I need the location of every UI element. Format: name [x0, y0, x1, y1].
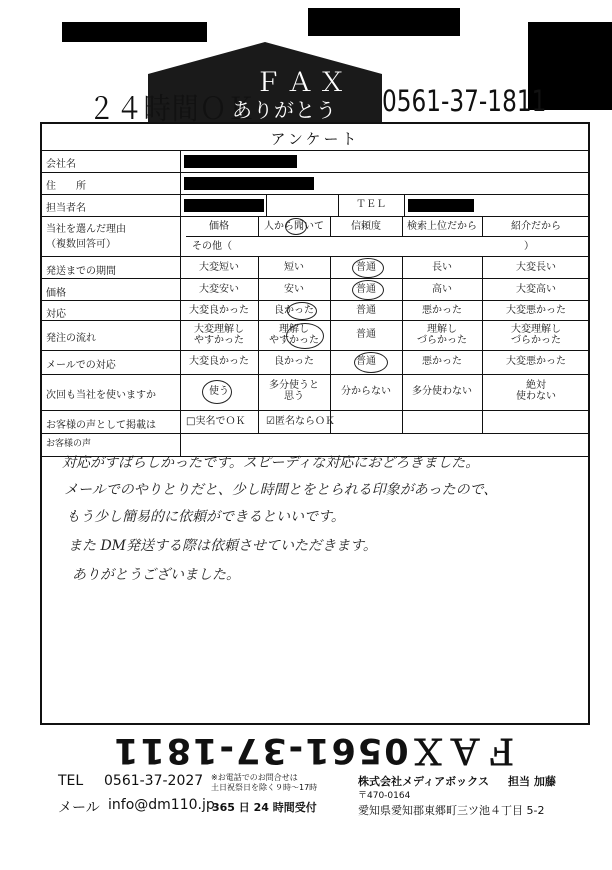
selection-circle: [352, 280, 384, 300]
option: 理解し やすかった: [269, 324, 319, 346]
company-name: 株式会社メディアボックス: [358, 775, 490, 788]
tel-label: ＴＥＬ: [356, 199, 386, 210]
option: 普通: [356, 262, 376, 273]
survey-form: [40, 122, 590, 725]
reason-sub-label: （複数回答可）: [46, 239, 116, 250]
reason-option: 信頼度: [351, 221, 381, 232]
reason-other: その他（: [192, 241, 232, 252]
option: 普通: [356, 284, 376, 295]
redacted-block: [62, 22, 207, 42]
voice-label: お客様の声: [46, 439, 92, 449]
option: 大変良かった: [189, 356, 249, 367]
fax-number-upside-down: ＦＡＸ0561-37-1811: [112, 730, 520, 770]
redacted-block: [308, 8, 460, 36]
option: 絶対 使わない: [516, 380, 556, 402]
phone-hours-note: 土日祝祭日を除く９時〜17時: [211, 783, 318, 792]
fax-title: ＦＡＸ: [255, 68, 352, 98]
option: 短い: [284, 262, 304, 273]
selection-circle: [354, 352, 388, 373]
option: 使う: [209, 386, 229, 397]
option: 多分使うと 思う: [269, 380, 319, 402]
option: 安い: [284, 284, 304, 295]
address-label: 住 所: [46, 181, 86, 192]
option: 普通: [356, 305, 376, 316]
option: 分からない: [341, 386, 391, 397]
comment-line: ありがとうございました。: [72, 567, 240, 583]
row-label: 価格: [46, 288, 66, 299]
option: 大変短い: [199, 262, 239, 273]
option: 大変悪かった: [506, 356, 566, 367]
row-label: メールでの対応: [46, 360, 116, 371]
row-label: 発注の流れ: [46, 333, 96, 344]
option: 多分使わない: [412, 386, 472, 397]
option: 良かった: [274, 356, 314, 367]
publish-label: お客様の声として掲載は: [46, 420, 156, 431]
reason-option: 価格: [209, 221, 229, 232]
comment-line: もう少し簡易的に依頼ができるといいです。: [66, 509, 345, 525]
comment-line: 対応がすばらしかったです。スピーディな対応におどろきました。: [62, 455, 480, 471]
publish-real-name-option: □実名でＯＫ: [186, 416, 246, 427]
publish-anonymous-option: ☑匿名ならＯＫ: [266, 416, 335, 427]
zip-code: 〒470-0164: [358, 791, 411, 801]
selection-circle: [287, 302, 317, 320]
option: 大変理解し やすかった: [194, 324, 244, 346]
contact-person: 担当 加藤: [508, 775, 556, 788]
tel-field-redacted: [408, 199, 474, 212]
footer-tel-label: TEL: [58, 773, 84, 789]
option: 長い: [432, 262, 452, 273]
option: 普通: [356, 356, 376, 367]
option: 大変高い: [516, 284, 556, 295]
row-label: 発送までの期間: [46, 266, 116, 277]
person-label: 担当者名: [46, 203, 86, 214]
phone-note: ※お電話でのお問合せは: [211, 773, 298, 782]
option: 良かった: [274, 305, 314, 316]
reason-option: 検索上位だから: [407, 221, 477, 232]
selection-circle: [286, 323, 324, 349]
row-label: 次回も当社を使いますか: [46, 390, 156, 401]
option: 大変安い: [199, 284, 239, 295]
fax-number: 0561-37-1811: [382, 84, 547, 118]
selection-circle: [202, 380, 232, 404]
reason-option: 人から聞いて: [264, 221, 324, 232]
option: 大変長い: [516, 262, 556, 273]
comment-line: メールでのやりとりだと、少し時間とをとられる印象があったので、: [64, 482, 498, 498]
option: 大変悪かった: [506, 305, 566, 316]
company-address: 愛知県愛知郡東郷町三ツ池４丁目 5-2: [358, 804, 545, 817]
row-label: 対応: [46, 309, 66, 320]
person-field-redacted: [184, 199, 264, 212]
option: 大変良かった: [189, 305, 249, 316]
footer-mail-label: メール: [58, 800, 100, 816]
selection-circle: [285, 218, 307, 235]
reason-label: 当社を選んだ理由: [46, 224, 126, 235]
footer-tel: 0561-37-2027: [104, 773, 204, 789]
option: 高い: [432, 284, 452, 295]
option: 悪かった: [422, 356, 462, 367]
hours-ok-text: ２４時間ＯＫ: [88, 92, 256, 127]
comment-line: また DM発送する際は依頼させていただきます。: [68, 538, 377, 554]
option: 悪かった: [422, 305, 462, 316]
mail-note: 365 日 24 時間受付: [212, 801, 317, 814]
survey-title: アンケート: [270, 130, 360, 148]
address-field-redacted: [184, 177, 314, 190]
reason-option: 紹介だから: [511, 221, 561, 232]
reason-other-close: ）: [524, 241, 534, 252]
selection-circle: [352, 258, 384, 278]
footer-mail: info@dm110.jp: [108, 797, 215, 813]
option: 普通: [356, 329, 376, 340]
company-label: 会社名: [46, 159, 76, 170]
thanks-text: ありがとう: [232, 98, 337, 122]
option: 理解し づらかった: [417, 324, 467, 346]
option: 大変理解し づらかった: [511, 324, 561, 346]
company-field-redacted: [184, 155, 297, 168]
